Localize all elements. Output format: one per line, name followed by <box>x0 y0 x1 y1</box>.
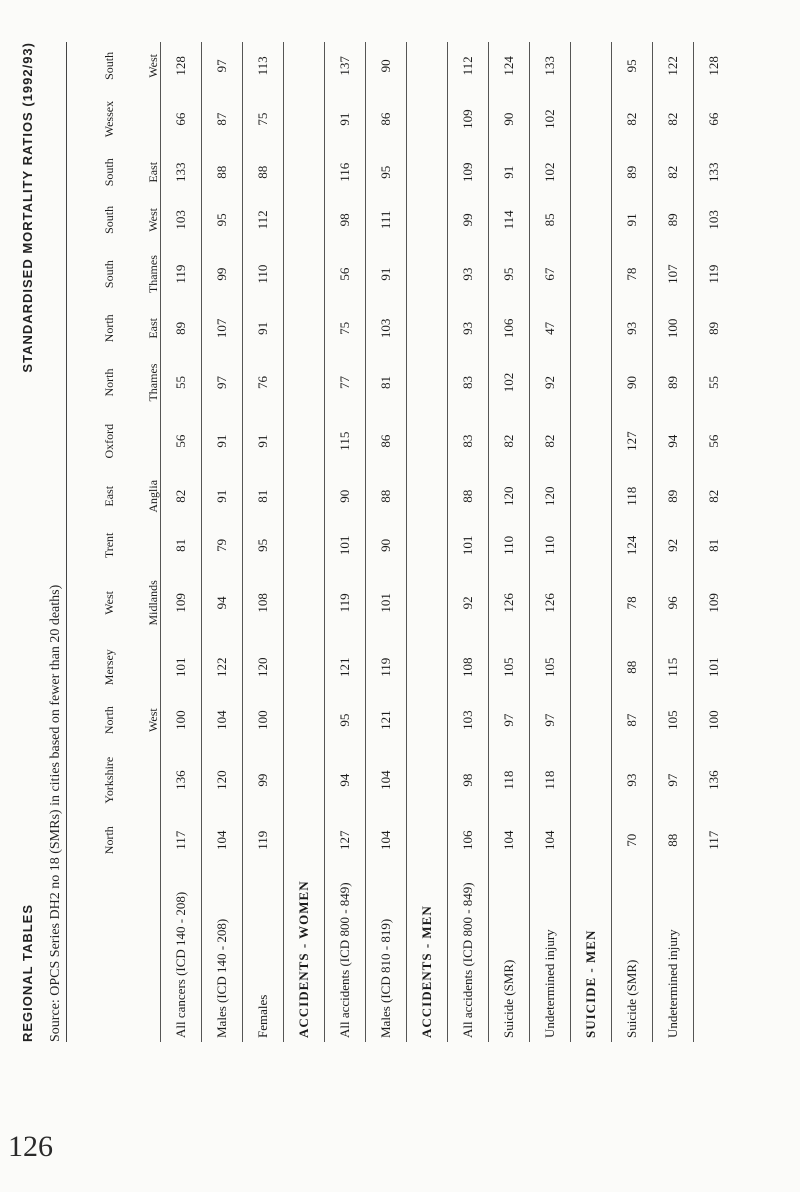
table-cell: 98 <box>325 196 366 244</box>
top-rule <box>66 42 67 1042</box>
column-header: East <box>102 485 116 507</box>
table-cell: 82 <box>653 90 694 149</box>
table-cell <box>407 816 448 864</box>
table-cell <box>571 638 612 696</box>
table-cell: 100 <box>653 305 694 353</box>
table-cell <box>284 696 325 744</box>
table-cell <box>571 42 612 90</box>
table-group-row <box>571 42 612 1042</box>
table-cell: 66 <box>694 90 735 149</box>
table-group-row <box>284 42 325 1042</box>
table-cell: 88 <box>653 816 694 864</box>
row-label: ACCIDENTS - WOMEN <box>284 864 325 1042</box>
table-cell: 78 <box>612 568 653 639</box>
table-cell: 92 <box>653 523 694 567</box>
row-label: Suicide (SMR) <box>612 864 653 1042</box>
row-label: Females <box>243 864 284 1042</box>
table-cell: 118 <box>530 744 571 816</box>
table-cell: 89 <box>694 305 735 353</box>
table-cell: 101 <box>448 523 489 567</box>
table-cell: 75 <box>325 305 366 353</box>
table-cell <box>407 148 448 196</box>
table-cell <box>407 696 448 744</box>
table-row <box>202 42 243 1042</box>
table-cell: 112 <box>448 42 489 90</box>
table-cell: 66 <box>161 90 202 149</box>
table-cell: 113 <box>243 42 284 90</box>
table-cell <box>407 638 448 696</box>
row-label: Males (ICD 810 - 819) <box>366 864 407 1042</box>
header-right: STANDARDISED MORTALITY RATIOS (1992/93) <box>20 42 35 373</box>
table-cell: 78 <box>612 244 653 305</box>
table-cell: 93 <box>612 305 653 353</box>
table-cell: 110 <box>489 523 530 567</box>
smr-table <box>72 42 734 1042</box>
column-header: West <box>102 591 116 615</box>
table-cell: 90 <box>366 42 407 90</box>
row-label: Undetermined injury <box>530 864 571 1042</box>
column-header <box>116 816 161 864</box>
table-cell <box>571 244 612 305</box>
table-cell: 124 <box>489 42 530 90</box>
table-body <box>161 42 735 1042</box>
column-header: West <box>146 708 160 732</box>
table-cell: 96 <box>653 568 694 639</box>
table-cell: 83 <box>448 413 489 469</box>
table-cell: 56 <box>161 413 202 469</box>
table-cell: 122 <box>202 638 243 696</box>
table-cell: 133 <box>694 148 735 196</box>
table-cell: 82 <box>530 413 571 469</box>
table-cell <box>407 469 448 523</box>
table-cell: 91 <box>366 244 407 305</box>
table-cell: 97 <box>489 696 530 744</box>
table-cell: 127 <box>612 413 653 469</box>
table-cell: 126 <box>530 568 571 639</box>
table-cell: 121 <box>325 638 366 696</box>
column-header: North <box>102 826 116 855</box>
table-row <box>243 42 284 1042</box>
table-cell: 133 <box>161 148 202 196</box>
column-header <box>116 90 161 149</box>
table-cell <box>571 744 612 816</box>
table-cell: 91 <box>243 305 284 353</box>
table-cell: 120 <box>243 638 284 696</box>
table-cell: 119 <box>366 638 407 696</box>
table-cell: 89 <box>612 148 653 196</box>
table-cell: 95 <box>325 696 366 744</box>
table-cell <box>284 744 325 816</box>
row-label: Undetermined injury <box>653 864 694 1042</box>
table-cell: 107 <box>202 305 243 353</box>
table-cell: 110 <box>243 244 284 305</box>
table-cell: 94 <box>653 413 694 469</box>
row-label <box>694 864 735 1042</box>
table-cell <box>284 568 325 639</box>
table-cell <box>571 413 612 469</box>
table-cell <box>407 523 448 567</box>
table-cell <box>571 696 612 744</box>
table-cell <box>407 744 448 816</box>
table-cell <box>571 196 612 244</box>
table-cell: 122 <box>653 42 694 90</box>
table-cell <box>284 638 325 696</box>
table-cell: 108 <box>448 638 489 696</box>
column-header <box>116 744 161 816</box>
table-cell: 105 <box>653 696 694 744</box>
table-cell: 102 <box>530 148 571 196</box>
table-cell: 88 <box>366 469 407 523</box>
table-cell: 95 <box>366 148 407 196</box>
table-row <box>448 42 489 1042</box>
table-cell: 110 <box>530 523 571 567</box>
table-cell <box>407 305 448 353</box>
table-cell: 101 <box>694 638 735 696</box>
column-header: East <box>146 161 160 183</box>
table-cell: 108 <box>243 568 284 639</box>
column-header-label <box>72 864 116 1042</box>
column-header: Thames <box>146 363 160 402</box>
table-cell: 97 <box>530 696 571 744</box>
table-cell: 90 <box>325 469 366 523</box>
table-cell: 118 <box>489 744 530 816</box>
table-row <box>653 42 694 1042</box>
table-cell: 109 <box>448 90 489 149</box>
column-header: South <box>102 260 116 289</box>
table-cell: 104 <box>530 816 571 864</box>
table-cell: 55 <box>161 352 202 413</box>
table-cell <box>284 148 325 196</box>
table-cell: 94 <box>202 568 243 639</box>
table-cell: 112 <box>243 196 284 244</box>
table-cell <box>571 568 612 639</box>
page-number: 126 <box>8 1130 53 1163</box>
table-cell: 77 <box>325 352 366 413</box>
table-cell <box>571 816 612 864</box>
column-header: South <box>102 205 116 234</box>
table-cell: 124 <box>612 523 653 567</box>
table-cell <box>284 469 325 523</box>
table-cell: 103 <box>694 196 735 244</box>
table-cell: 115 <box>653 638 694 696</box>
column-header: Oxford <box>102 423 116 459</box>
table-cell: 104 <box>366 744 407 816</box>
table-cell <box>571 523 612 567</box>
column-header: West <box>146 208 160 232</box>
table-cell: 117 <box>161 816 202 864</box>
column-header: West <box>146 54 160 78</box>
table-cell <box>284 352 325 413</box>
table-cell: 75 <box>243 90 284 149</box>
table-cell: 117 <box>694 816 735 864</box>
table-cell: 107 <box>653 244 694 305</box>
table-cell: 101 <box>366 568 407 639</box>
table-cell: 88 <box>612 638 653 696</box>
table-cell: 102 <box>489 352 530 413</box>
table-cell: 79 <box>202 523 243 567</box>
table-cell: 136 <box>694 744 735 816</box>
table-cell: 70 <box>612 816 653 864</box>
table-cell: 119 <box>694 244 735 305</box>
table-cell: 90 <box>489 90 530 149</box>
table-cell: 97 <box>202 42 243 90</box>
table-row <box>612 42 653 1042</box>
table-cell: 103 <box>448 696 489 744</box>
table-cell: 119 <box>161 244 202 305</box>
column-header: South <box>102 51 116 80</box>
column-header: Thames <box>146 255 160 294</box>
table-cell: 136 <box>161 744 202 816</box>
table-cell <box>284 413 325 469</box>
column-header: Yorkshire <box>102 756 116 804</box>
table-cell: 91 <box>325 90 366 149</box>
table-cell: 105 <box>530 638 571 696</box>
table-cell: 89 <box>161 305 202 353</box>
table-cell <box>407 196 448 244</box>
table-cell: 93 <box>448 305 489 353</box>
table-cell: 91 <box>202 469 243 523</box>
table-cell <box>571 90 612 149</box>
table-cell: 103 <box>366 305 407 353</box>
table-cell <box>284 244 325 305</box>
table-cell <box>284 42 325 90</box>
column-header: North <box>102 368 116 397</box>
table-cell: 109 <box>694 568 735 639</box>
table-cell: 114 <box>489 196 530 244</box>
column-header <box>116 413 161 469</box>
table-cell: 88 <box>202 148 243 196</box>
table-cell <box>571 148 612 196</box>
table-cell: 120 <box>202 744 243 816</box>
table-cell: 67 <box>530 244 571 305</box>
table-cell: 47 <box>530 305 571 353</box>
table-cell: 83 <box>448 352 489 413</box>
table-cell: 100 <box>243 696 284 744</box>
table-cell <box>284 196 325 244</box>
table-cell: 118 <box>612 469 653 523</box>
table-cell: 91 <box>612 196 653 244</box>
row-label: All accidents (ICD 800 - 849) <box>448 864 489 1042</box>
table-cell: 105 <box>489 638 530 696</box>
table-cell: 85 <box>530 196 571 244</box>
table-cell: 95 <box>489 244 530 305</box>
table-row <box>530 42 571 1042</box>
table-cell: 99 <box>202 244 243 305</box>
table-cell: 101 <box>325 523 366 567</box>
table-cell: 92 <box>448 568 489 639</box>
column-header: Mersey <box>102 649 116 686</box>
table-cell: 120 <box>489 469 530 523</box>
table-cell: 111 <box>366 196 407 244</box>
table-cell: 89 <box>653 196 694 244</box>
table-cell: 98 <box>448 744 489 816</box>
table-cell: 82 <box>161 469 202 523</box>
column-header <box>116 523 161 567</box>
table-row <box>489 42 530 1042</box>
table-cell: 137 <box>325 42 366 90</box>
table-cell: 91 <box>243 413 284 469</box>
table-cell: 120 <box>530 469 571 523</box>
column-header: Trent <box>102 532 116 559</box>
table-cell: 99 <box>243 744 284 816</box>
table-cell: 95 <box>612 42 653 90</box>
table-cell <box>407 90 448 149</box>
table-cell <box>571 352 612 413</box>
table-cell: 87 <box>202 90 243 149</box>
table-cell: 81 <box>694 523 735 567</box>
column-header <box>116 638 161 696</box>
table-cell: 91 <box>202 413 243 469</box>
table-cell: 126 <box>489 568 530 639</box>
table-cell: 115 <box>325 413 366 469</box>
table-row <box>325 42 366 1042</box>
table-cell: 56 <box>325 244 366 305</box>
table-cell: 87 <box>612 696 653 744</box>
table-cell: 91 <box>489 148 530 196</box>
table-cell: 103 <box>161 196 202 244</box>
row-label: All cancers (ICD 140 - 208) <box>161 864 202 1042</box>
table-cell <box>571 469 612 523</box>
table-cell: 99 <box>448 196 489 244</box>
table-cell: 104 <box>202 816 243 864</box>
column-header-row-1 <box>72 42 116 1042</box>
table-cell: 92 <box>530 352 571 413</box>
column-header-row-2 <box>116 42 161 1042</box>
table-cell: 81 <box>161 523 202 567</box>
table-cell: 101 <box>161 638 202 696</box>
table-cell <box>407 413 448 469</box>
table-cell: 104 <box>202 696 243 744</box>
column-header: Anglia <box>146 479 160 513</box>
table-cell: 82 <box>653 148 694 196</box>
table-cell <box>284 305 325 353</box>
table-row <box>694 42 735 1042</box>
table-cell: 93 <box>448 244 489 305</box>
table-cell: 121 <box>366 696 407 744</box>
table-cell: 127 <box>325 816 366 864</box>
column-header: Wessex <box>102 100 116 138</box>
table-cell <box>407 568 448 639</box>
table-cell: 76 <box>243 352 284 413</box>
table-cell: 100 <box>694 696 735 744</box>
header-left: REGIONAL TABLES <box>20 903 35 1042</box>
table-cell: 89 <box>653 469 694 523</box>
table-cell: 133 <box>530 42 571 90</box>
table-cell: 94 <box>325 744 366 816</box>
table-cell: 106 <box>489 305 530 353</box>
table-cell: 82 <box>612 90 653 149</box>
table-cell: 88 <box>243 148 284 196</box>
table-cell <box>284 523 325 567</box>
table-cell: 88 <box>448 469 489 523</box>
table-cell: 128 <box>694 42 735 90</box>
column-header: North <box>102 706 116 735</box>
row-label: All accidents (ICD 800 - 849) <box>325 864 366 1042</box>
row-label: Suicide (SMR) <box>489 864 530 1042</box>
table-cell: 97 <box>653 744 694 816</box>
table-cell: 81 <box>366 352 407 413</box>
table-cell: 109 <box>448 148 489 196</box>
column-header: East <box>146 317 160 339</box>
table-cell: 86 <box>366 90 407 149</box>
table-cell: 119 <box>243 816 284 864</box>
table-cell <box>284 816 325 864</box>
table-cell: 81 <box>243 469 284 523</box>
table-cell: 109 <box>161 568 202 639</box>
table-row <box>366 42 407 1042</box>
table-cell: 55 <box>694 352 735 413</box>
table-cell: 89 <box>653 352 694 413</box>
table-cell: 104 <box>366 816 407 864</box>
table-cell <box>407 352 448 413</box>
column-header: North <box>102 314 116 343</box>
table-cell: 119 <box>325 568 366 639</box>
column-header: Midlands <box>146 580 160 626</box>
table-cell: 90 <box>612 352 653 413</box>
table-cell: 82 <box>489 413 530 469</box>
table-cell <box>571 305 612 353</box>
row-label: SUICIDE - MEN <box>571 864 612 1042</box>
table-cell <box>407 42 448 90</box>
table-cell: 128 <box>161 42 202 90</box>
table-subtitle: Source: OPCS Series DH2 no 18 (SMRs) in cities based on fewer than 20 deaths) <box>48 584 63 1042</box>
row-label: Males (ICD 140 - 208) <box>202 864 243 1042</box>
table-cell <box>284 90 325 149</box>
column-header: South <box>102 158 116 187</box>
table-group-row <box>407 42 448 1042</box>
table-cell: 102 <box>530 90 571 149</box>
table-cell: 90 <box>366 523 407 567</box>
table-cell: 116 <box>325 148 366 196</box>
table-cell: 56 <box>694 413 735 469</box>
table-row <box>161 42 202 1042</box>
table-cell: 104 <box>489 816 530 864</box>
table-cell: 100 <box>161 696 202 744</box>
table-cell: 95 <box>202 196 243 244</box>
row-label: ACCIDENTS - MEN <box>407 864 448 1042</box>
column-header-label <box>116 864 161 1042</box>
table-cell: 97 <box>202 352 243 413</box>
rotated-page <box>0 42 800 1192</box>
table-cell: 93 <box>612 744 653 816</box>
table-cell: 82 <box>694 469 735 523</box>
table-cell: 86 <box>366 413 407 469</box>
table-cell <box>407 244 448 305</box>
table-cell: 106 <box>448 816 489 864</box>
table-cell: 95 <box>243 523 284 567</box>
